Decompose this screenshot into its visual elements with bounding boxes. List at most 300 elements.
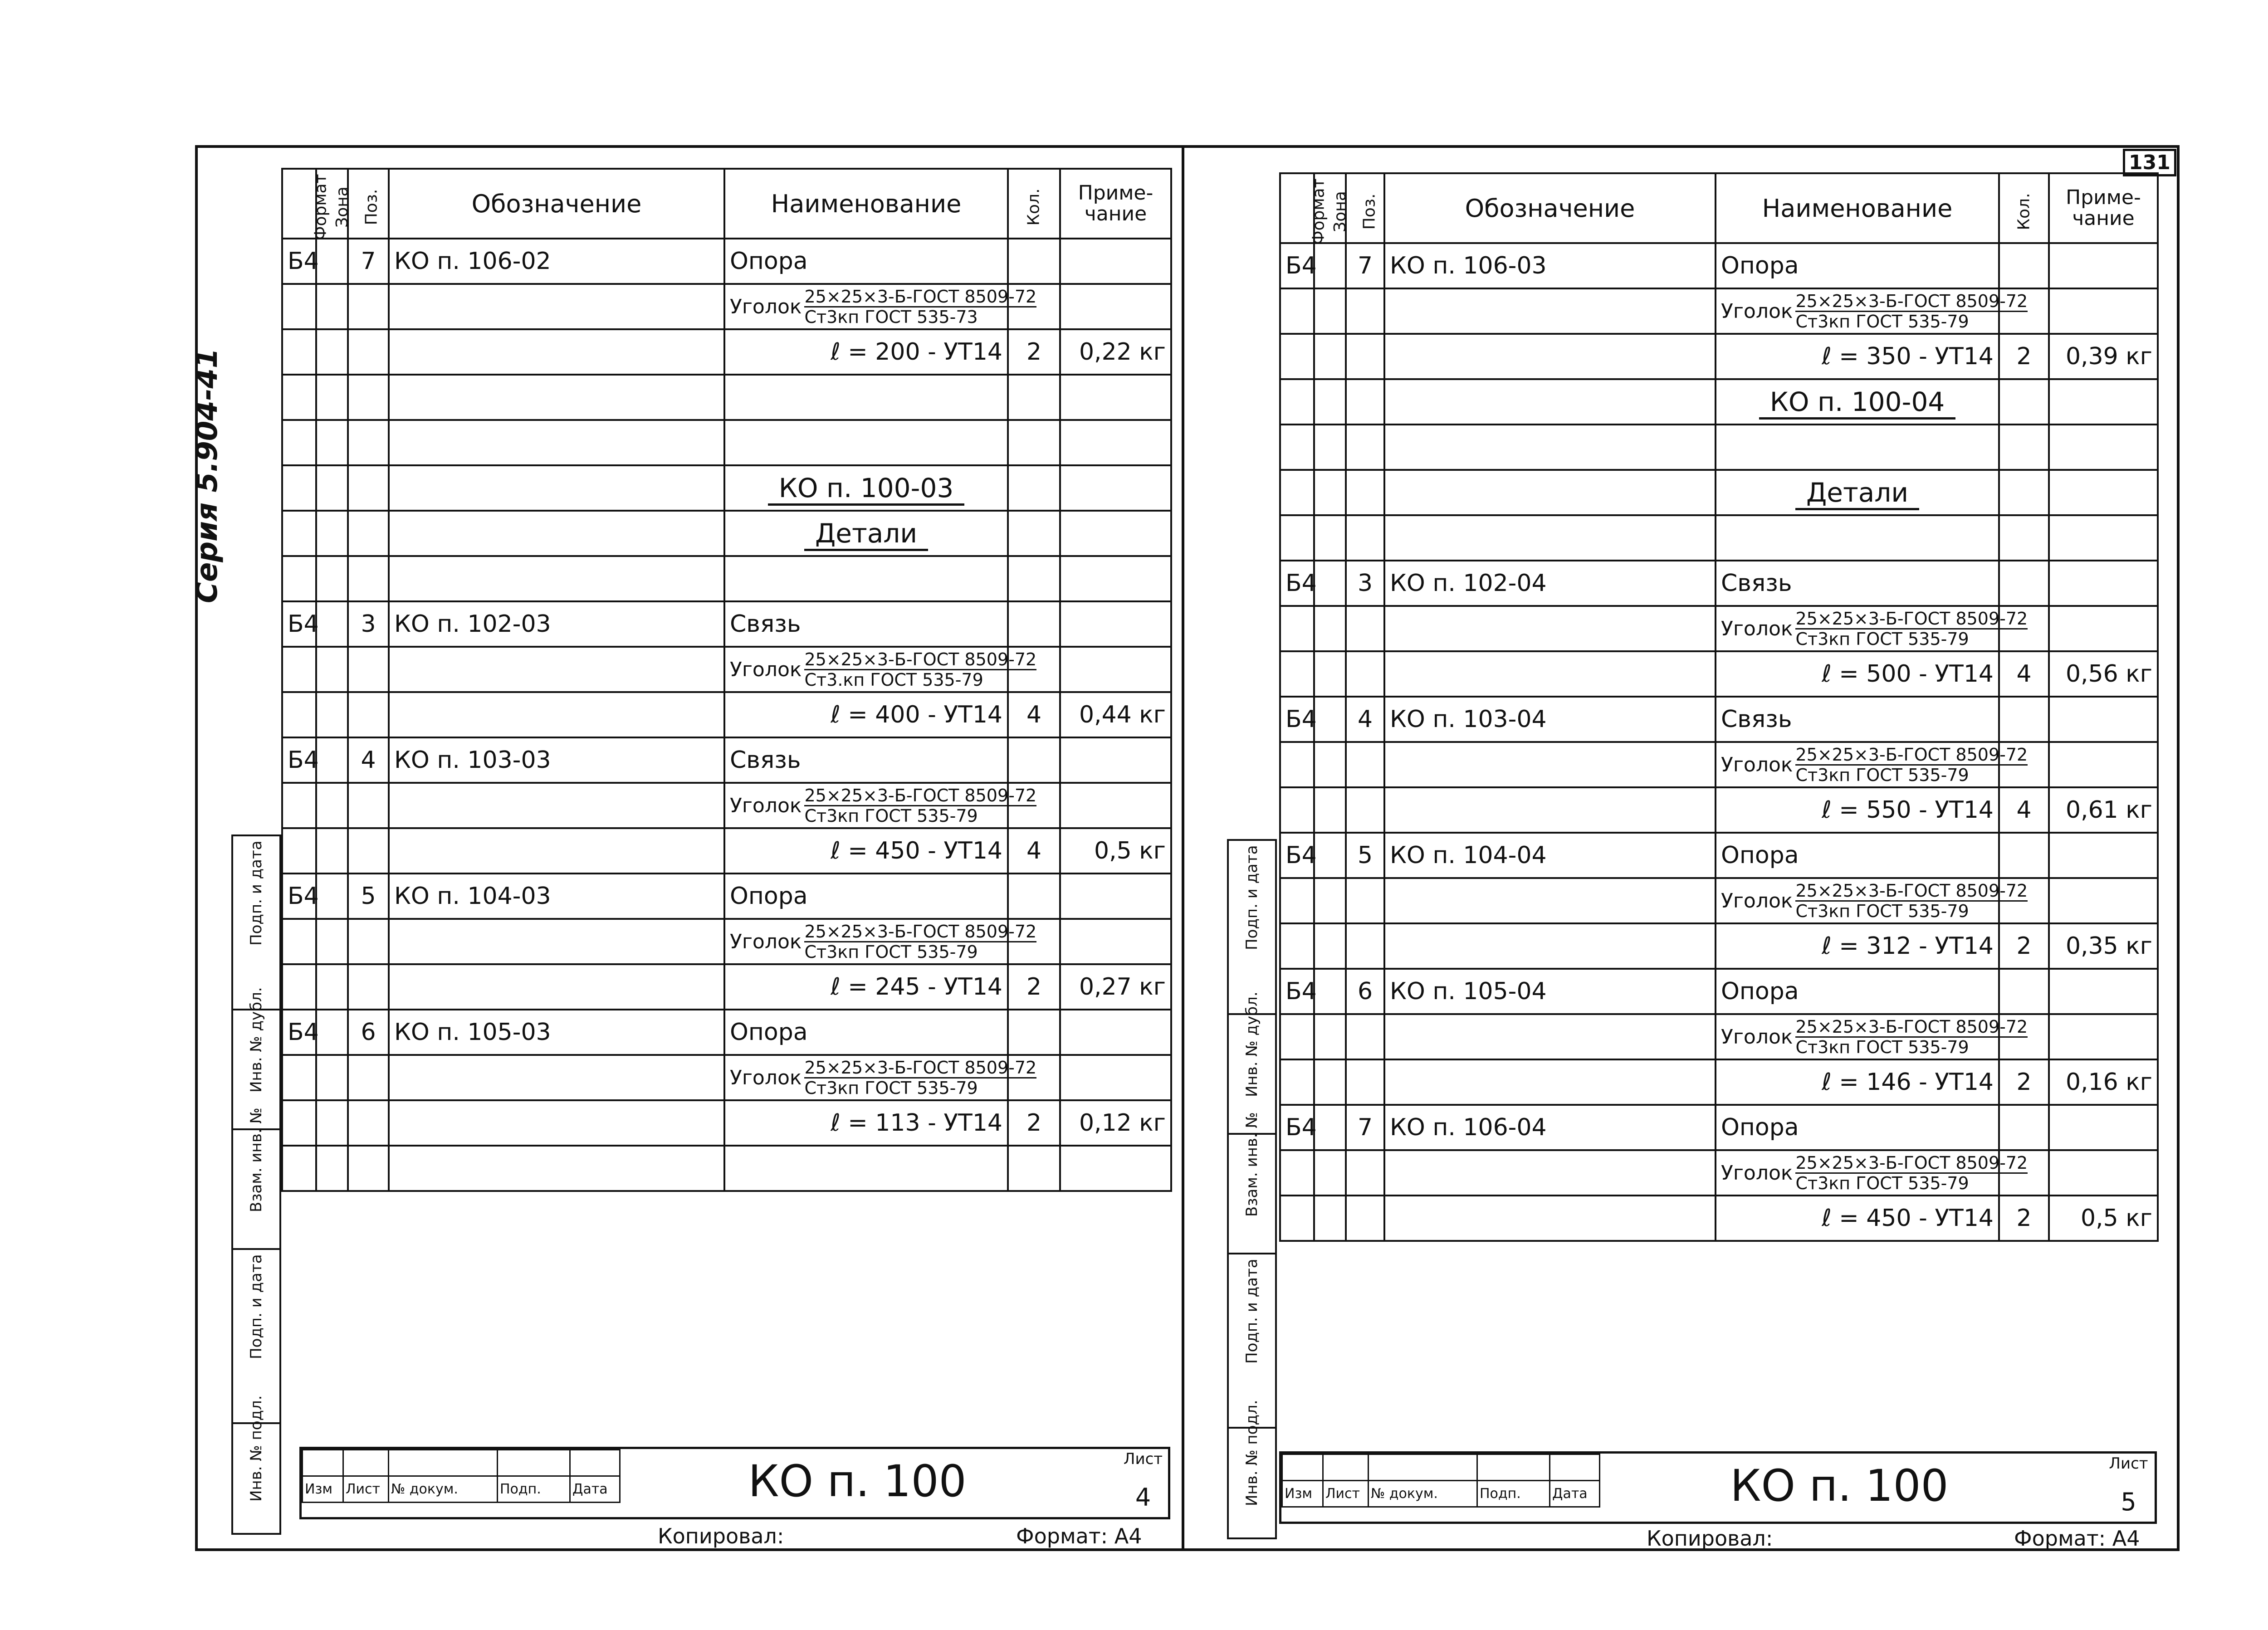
name-cell: Связь	[724, 737, 1008, 783]
name-cell	[1716, 878, 2028, 923]
format-cell	[282, 964, 316, 1010]
name-cell	[1716, 515, 1999, 561]
table-row	[282, 737, 1171, 783]
name-cell	[724, 375, 1008, 420]
pos-cell: 7	[1346, 1105, 1384, 1150]
designation-cell	[1384, 923, 1716, 969]
note-cell	[1060, 1010, 1171, 1055]
qty-cell: 4	[1008, 828, 1060, 874]
note-cell: 0,56 кг	[2049, 651, 2158, 697]
name-cell	[1716, 425, 1999, 470]
table-row	[282, 1055, 1171, 1100]
section-title: Детали	[804, 518, 928, 551]
name-cell	[724, 1146, 1008, 1191]
section-title: Детали	[1795, 477, 1919, 510]
format-cell	[282, 1146, 316, 1191]
angle-profile	[1721, 880, 2028, 921]
format-cell	[282, 1100, 316, 1146]
pos-cell	[1346, 787, 1384, 833]
designation-cell: КО п. 105-04	[1384, 969, 1716, 1014]
qty-cell	[1008, 874, 1060, 919]
zone-cell	[1314, 243, 1346, 288]
table-row	[282, 420, 1171, 465]
zone-cell	[316, 1100, 348, 1146]
name-cell: ℓ = 312 - УТ14	[1716, 923, 1999, 969]
zone-cell	[316, 828, 348, 874]
designation-cell	[389, 556, 724, 601]
document-code: КО п. 100	[748, 1456, 967, 1507]
designation-cell	[1384, 470, 1716, 515]
qty-cell	[1999, 969, 2049, 1014]
angle-profile	[1721, 1152, 2028, 1193]
copied-by-label: Копировал:	[1647, 1526, 1773, 1551]
format-cell	[282, 329, 316, 375]
zone-cell	[316, 556, 348, 601]
qty-cell: 2	[1999, 334, 2049, 379]
profile-spec: $\frac{\text{25×25×3-Б-ГОСТ 8509-72}}{\text{Ст3кп ГОСТ 535-73}}$	[804, 286, 1037, 327]
name-cell	[724, 556, 1008, 601]
format-cell	[1280, 425, 1314, 470]
stamp-cell: Подп. и дата	[232, 1249, 280, 1423]
qty-cell	[1008, 737, 1060, 783]
note-cell	[1060, 375, 1171, 420]
angle-profile	[1721, 744, 2028, 785]
name-cell: Опора	[1716, 1105, 1999, 1150]
pos-cell: 4	[1346, 697, 1384, 742]
note-cell	[2049, 697, 2158, 742]
table-row	[1280, 1105, 2158, 1150]
profile-spec: $\frac{\text{25×25×3-Б-ГОСТ 8509-72}}{\text{Ст3.кп ГОСТ 535-79}}$	[804, 649, 1037, 690]
pos-cell	[1346, 1196, 1384, 1241]
format-cell: Б4	[1280, 1105, 1314, 1150]
qty-cell	[1999, 561, 2049, 606]
qty-cell	[1999, 243, 2049, 288]
name-cell	[724, 511, 1008, 556]
format-cell	[282, 783, 316, 828]
profile-name: Уголок	[730, 658, 802, 681]
name-cell	[724, 284, 1037, 329]
series-label: Серия 5.904-41	[191, 348, 224, 603]
table-row	[1280, 651, 2158, 697]
designation-cell	[389, 1146, 724, 1191]
designation-cell	[389, 284, 724, 329]
note-cell	[2049, 1105, 2158, 1150]
format-label: Формат: А4	[2014, 1526, 2140, 1551]
table-row	[1280, 561, 2158, 606]
name-cell	[1716, 288, 2028, 334]
pos-cell	[348, 329, 389, 375]
zone-cell	[1314, 1014, 1346, 1059]
name-cell: ℓ = 146 - УТ14	[1716, 1059, 1999, 1105]
zone-cell	[1314, 787, 1346, 833]
format-cell: Б4	[282, 737, 316, 783]
designation-cell	[1384, 379, 1716, 425]
pos-cell	[1346, 606, 1384, 651]
format-cell	[1280, 334, 1314, 379]
format-cell	[1280, 470, 1314, 515]
zone-cell	[316, 1010, 348, 1055]
zone-cell	[1314, 606, 1346, 651]
table-row	[282, 375, 1171, 420]
table-row	[1280, 515, 2158, 561]
qty-cell: 4	[1999, 787, 2049, 833]
zone-cell	[316, 284, 348, 329]
designation-cell	[389, 329, 724, 375]
format-cell: Б4	[1280, 561, 1314, 606]
stamp-cell: Взам. инв. №	[232, 1129, 280, 1249]
pos-cell	[1346, 379, 1384, 425]
qty-cell	[1008, 601, 1060, 647]
stamp-cell: Инв. № подл.	[232, 1423, 280, 1534]
name-cell	[1716, 1150, 2028, 1196]
pos-cell	[1346, 742, 1384, 787]
designation-cell	[389, 919, 724, 964]
profile-spec: $\frac{\text{25×25×3-Б-ГОСТ 8509-72}}{\text{Ст3кп ГОСТ 535-79}}$	[804, 921, 1037, 962]
designation-cell	[389, 1055, 724, 1100]
angle-profile	[1721, 1016, 2028, 1057]
note-cell	[2049, 1150, 2158, 1196]
zone-cell	[1314, 923, 1346, 969]
note-cell: 0,27 кг	[1060, 964, 1171, 1010]
stamp-cell: Подп. и дата	[1228, 840, 1276, 1014]
table-row	[1280, 379, 2158, 425]
pos-cell: 7	[348, 239, 389, 284]
name-cell	[724, 919, 1037, 964]
qty-cell	[1008, 1146, 1060, 1191]
stamp-cell: Инв. № дубл.	[1228, 1014, 1276, 1134]
format-cell: Б4	[1280, 697, 1314, 742]
table-row	[282, 239, 1171, 284]
pos-cell	[348, 1146, 389, 1191]
qty-header: Кол.	[1008, 169, 1060, 239]
designation-cell	[1384, 1196, 1716, 1241]
copied-by-label: Копировал:	[658, 1524, 784, 1548]
name-cell	[1716, 470, 1999, 515]
name-cell: ℓ = 350 - УТ14	[1716, 334, 1999, 379]
designation-cell	[1384, 425, 1716, 470]
pos-cell	[348, 375, 389, 420]
zone-header: Зона	[316, 169, 348, 239]
pos-cell	[1346, 515, 1384, 561]
format-cell	[1280, 787, 1314, 833]
designation-cell: КО п. 104-03	[389, 874, 724, 919]
qty-cell	[1008, 465, 1060, 511]
table-row	[282, 647, 1171, 692]
profile-name: Уголок	[1721, 299, 1793, 323]
note-cell	[2049, 742, 2158, 787]
format-cell	[282, 919, 316, 964]
designation-cell	[1384, 334, 1716, 379]
format-cell	[282, 692, 316, 737]
designation-cell	[389, 783, 724, 828]
format-header: Формат	[282, 169, 316, 239]
name-cell	[724, 783, 1037, 828]
rev-label: Подп.	[498, 1476, 570, 1503]
zone-cell	[1314, 1105, 1346, 1150]
note-header: Приме-чание	[2049, 173, 2158, 243]
note-cell	[1060, 420, 1171, 465]
pos-cell	[348, 1100, 389, 1146]
note-cell	[1060, 647, 1171, 692]
format-cell	[282, 420, 316, 465]
name-cell: Опора	[1716, 833, 1999, 878]
table-row	[1280, 787, 2158, 833]
designation-cell: КО п. 102-04	[1384, 561, 1716, 606]
note-cell	[1060, 601, 1171, 647]
zone-cell	[316, 692, 348, 737]
note-cell	[2049, 379, 2158, 425]
format-cell	[1280, 515, 1314, 561]
format-cell	[282, 828, 316, 874]
table-row	[282, 511, 1171, 556]
note-cell	[1060, 737, 1171, 783]
designation-cell	[389, 647, 724, 692]
pos-cell	[1346, 1014, 1384, 1059]
note-cell	[2049, 606, 2158, 651]
qty-cell	[1999, 470, 2049, 515]
profile-name: Уголок	[730, 1066, 802, 1089]
name-cell: ℓ = 450 - УТ14	[1716, 1196, 1999, 1241]
pos-cell: 3	[348, 601, 389, 647]
designation-header: Обозначение	[389, 169, 724, 239]
zone-cell	[1314, 1196, 1346, 1241]
name-cell: ℓ = 550 - УТ14	[1716, 787, 1999, 833]
table-row	[282, 828, 1171, 874]
note-cell: 0,35 кг	[2049, 923, 2158, 969]
name-cell	[724, 647, 1037, 692]
qty-cell	[1999, 697, 2049, 742]
designation-cell: КО п. 102-03	[389, 601, 724, 647]
designation-cell	[1384, 787, 1716, 833]
note-cell	[2049, 515, 2158, 561]
qty-cell: 2	[1008, 329, 1060, 375]
format-cell: Б4	[1280, 243, 1314, 288]
section-title: КО п. 100-04	[1759, 386, 1956, 420]
pos-cell: 5	[348, 874, 389, 919]
name-cell: Опора	[1716, 969, 1999, 1014]
designation-cell	[389, 465, 724, 511]
name-header: Наименование	[724, 169, 1008, 239]
name-cell	[724, 420, 1008, 465]
zone-cell	[316, 647, 348, 692]
name-cell: Опора	[724, 239, 1008, 284]
name-cell: Опора	[724, 874, 1008, 919]
name-cell: ℓ = 200 - УТ14	[724, 329, 1008, 375]
note-cell	[2049, 878, 2158, 923]
qty-cell	[1999, 379, 2049, 425]
rev-label: Дата	[570, 1476, 620, 1503]
name-cell: Связь	[1716, 697, 1999, 742]
format-cell	[1280, 379, 1314, 425]
designation-cell	[1384, 1014, 1716, 1059]
zone-cell	[1314, 969, 1346, 1014]
name-cell	[1716, 606, 2028, 651]
designation-cell	[389, 692, 724, 737]
rev-label: № докум.	[1369, 1481, 1477, 1507]
name-header: Наименование	[1716, 173, 1999, 243]
designation-cell	[1384, 288, 1716, 334]
format-cell: Б4	[282, 874, 316, 919]
pos-cell	[348, 556, 389, 601]
qty-cell: 2	[1999, 923, 2049, 969]
format-cell	[282, 647, 316, 692]
table-row	[1280, 425, 2158, 470]
page-code: 131	[2123, 149, 2176, 176]
zone-cell	[1314, 878, 1346, 923]
zone-cell	[316, 1146, 348, 1191]
table-row	[282, 964, 1171, 1010]
designation-cell: КО п. 106-02	[389, 239, 724, 284]
profile-name: Уголок	[1721, 753, 1793, 776]
table-row	[1280, 288, 2158, 334]
note-cell	[2049, 561, 2158, 606]
pos-cell: 6	[348, 1010, 389, 1055]
qty-cell: 2	[1008, 1100, 1060, 1146]
right-title-block	[1279, 1451, 2157, 1524]
format-cell	[1280, 878, 1314, 923]
pos-cell	[348, 692, 389, 737]
note-cell	[1060, 511, 1171, 556]
profile-name: Уголок	[1721, 889, 1793, 913]
designation-header: Обозначение	[1384, 173, 1716, 243]
format-cell	[1280, 288, 1314, 334]
zone-cell	[316, 420, 348, 465]
table-row	[1280, 1014, 2158, 1059]
table-row	[282, 783, 1171, 828]
table-row	[1280, 470, 2158, 515]
note-cell	[2049, 288, 2158, 334]
zone-cell	[1314, 515, 1346, 561]
format-cell	[1280, 1059, 1314, 1105]
pos-cell: 6	[1346, 969, 1384, 1014]
angle-profile	[1721, 608, 2028, 649]
zone-cell	[316, 239, 348, 284]
profile-spec: $\frac{\text{25×25×3-Б-ГОСТ 8509-72}}{\text{Ст3кп ГОСТ 535-79}}$	[804, 785, 1037, 826]
table-row	[282, 1100, 1171, 1146]
table-row	[1280, 1059, 2158, 1105]
zone-cell	[1314, 425, 1346, 470]
table-row	[282, 329, 1171, 375]
section-title: КО п. 100-03	[768, 473, 965, 506]
zone-cell	[316, 375, 348, 420]
zone-cell	[1314, 742, 1346, 787]
table-row	[1280, 334, 2158, 379]
pos-cell	[1346, 288, 1384, 334]
note-cell: 0,16 кг	[2049, 1059, 2158, 1105]
table-row	[1280, 833, 2158, 878]
zone-cell	[1314, 561, 1346, 606]
name-cell: Опора	[724, 1010, 1008, 1055]
table-row	[1280, 878, 2158, 923]
format-cell	[282, 465, 316, 511]
note-cell: 0,22 кг	[1060, 329, 1171, 375]
designation-cell	[1384, 742, 1716, 787]
stamp-cell: Подп. и дата	[1228, 1254, 1276, 1428]
pos-cell	[1346, 470, 1384, 515]
note-cell	[1060, 874, 1171, 919]
format-cell	[1280, 923, 1314, 969]
table-row	[282, 692, 1171, 737]
stamp-cell: Инв. № подл.	[1228, 1428, 1276, 1538]
zone-cell	[316, 465, 348, 511]
designation-cell: КО п. 106-03	[1384, 243, 1716, 288]
format-label: Формат: А4	[1016, 1524, 1142, 1548]
note-cell	[1060, 465, 1171, 511]
table-row	[1280, 606, 2158, 651]
sheet-number: 4	[1135, 1483, 1151, 1512]
name-cell: ℓ = 450 - УТ14	[724, 828, 1008, 874]
pos-cell: 3	[1346, 561, 1384, 606]
zone-cell	[1314, 1150, 1346, 1196]
profile-spec: $\frac{\text{25×25×3-Б-ГОСТ 8509-72}}{\text{Ст3кп ГОСТ 535-79}}$	[1795, 744, 2028, 785]
pos-cell	[348, 964, 389, 1010]
angle-profile	[730, 785, 1037, 826]
revision-table	[302, 1449, 621, 1503]
zone-cell	[316, 783, 348, 828]
qty-cell	[1999, 425, 2049, 470]
table-row	[282, 1146, 1171, 1191]
format-header: Формат	[1280, 173, 1314, 243]
profile-name: Уголок	[730, 930, 802, 953]
note-cell	[1060, 783, 1171, 828]
table-row	[1280, 969, 2158, 1014]
pos-cell	[348, 828, 389, 874]
name-cell: Связь	[724, 601, 1008, 647]
pos-cell	[348, 284, 389, 329]
pos-cell	[348, 420, 389, 465]
note-cell	[1060, 919, 1171, 964]
designation-cell	[389, 420, 724, 465]
designation-cell: КО п. 103-04	[1384, 697, 1716, 742]
zone-cell	[1314, 288, 1346, 334]
format-cell	[282, 284, 316, 329]
table-row	[1280, 923, 2158, 969]
pos-header: Поз.	[1346, 173, 1384, 243]
qty-cell	[1008, 556, 1060, 601]
pos-cell	[1346, 1150, 1384, 1196]
designation-cell: КО п. 106-04	[1384, 1105, 1716, 1150]
pos-cell	[348, 647, 389, 692]
pos-header: Поз.	[348, 169, 389, 239]
note-cell	[2049, 470, 2158, 515]
rev-label: Подп.	[1477, 1481, 1550, 1507]
angle-profile	[730, 921, 1037, 962]
designation-cell	[389, 1100, 724, 1146]
angle-profile	[730, 649, 1037, 690]
rev-label: Изм	[1282, 1481, 1323, 1507]
pos-cell	[348, 919, 389, 964]
pos-cell: 4	[348, 737, 389, 783]
zone-cell	[316, 1055, 348, 1100]
table-row	[1280, 243, 2158, 288]
format-cell	[282, 375, 316, 420]
qty-header: Кол.	[1999, 173, 2049, 243]
pos-cell	[348, 783, 389, 828]
qty-cell	[1999, 833, 2049, 878]
zone-cell	[316, 919, 348, 964]
format-cell: Б4	[282, 239, 316, 284]
note-cell: 0,5 кг	[2049, 1196, 2158, 1241]
profile-name: Уголок	[1721, 1025, 1793, 1049]
profile-name: Уголок	[730, 295, 802, 318]
name-cell: ℓ = 500 - УТ14	[1716, 651, 1999, 697]
profile-spec: $\frac{\text{25×25×3-Б-ГОСТ 8509-72}}{\text{Ст3кп ГОСТ 535-79}}$	[1795, 1152, 2028, 1193]
zone-cell	[1314, 833, 1346, 878]
note-cell	[1060, 1055, 1171, 1100]
qty-cell: 2	[1999, 1059, 2049, 1105]
zone-cell	[316, 874, 348, 919]
profile-spec: $\frac{\text{25×25×3-Б-ГОСТ 8509-72}}{\text{Ст3кп ГОСТ 535-79}}$	[1795, 880, 2028, 921]
